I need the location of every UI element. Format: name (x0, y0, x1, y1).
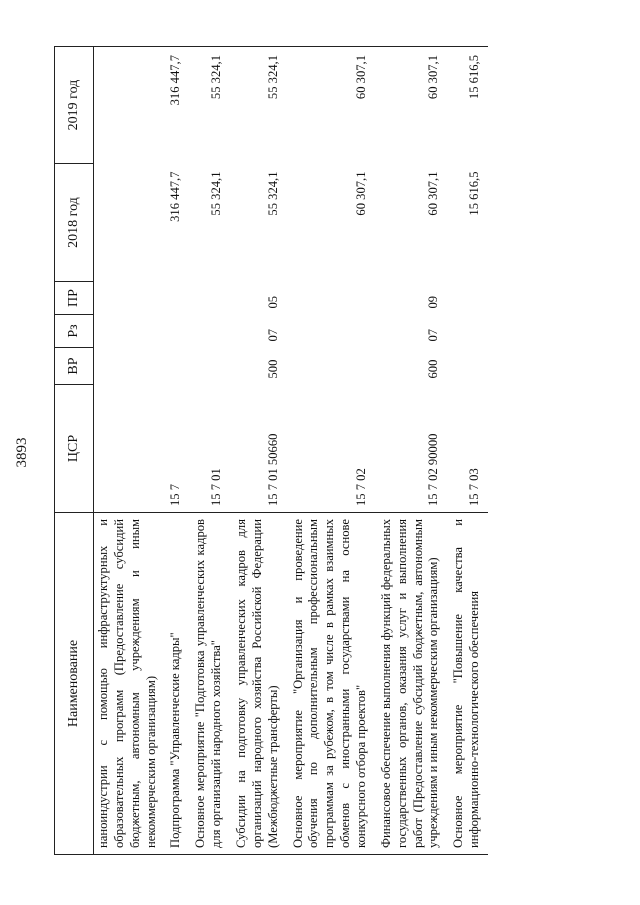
row-csr: 15 7 (168, 483, 183, 506)
row-vr (94, 348, 165, 385)
budget-table (54, 46, 488, 855)
page-number: 3893 (14, 437, 30, 468)
header-2019: 2019 год (55, 47, 94, 164)
row-2018: 55 324,1 (265, 171, 280, 216)
header-pr: ПР (55, 282, 94, 315)
row-vr: 500 (265, 359, 280, 379)
row-pr (164, 282, 189, 315)
table-row (287, 47, 375, 855)
table-row (164, 47, 189, 855)
row-name: Основное мероприятие "Повышение качества и информационно-технологического обеспечения (447, 513, 488, 855)
table-row (230, 47, 287, 855)
row-2019: 15 616,5 (447, 47, 488, 164)
header-csr: ЦСР (55, 385, 94, 513)
row-vr (189, 348, 230, 385)
row-2018: 316 447,7 (168, 171, 183, 222)
row-csr: 15 7 02 90000 (426, 433, 441, 506)
row-rz (164, 315, 189, 348)
row-2018 (94, 164, 165, 282)
row-2019: 55 324,1 (230, 47, 287, 164)
row-name: наноиндустрии с помощью инфраструктурных и образовательных программ (Предоставление субсидий бюджетным, автономным учреждениям и иным некоммерческим организациям) (94, 513, 165, 855)
table-row (94, 47, 165, 855)
row-pr (287, 282, 375, 315)
row-vr (447, 348, 488, 385)
row-2018: 60 307,1 (354, 171, 369, 216)
row-name: Подпрограмма "Управленческие кадры" (164, 513, 189, 855)
row-csr: 15 7 01 (209, 468, 224, 506)
row-rz (287, 315, 375, 348)
row-csr (94, 385, 165, 513)
row-pr: 09 (426, 295, 441, 309)
row-pr (447, 282, 488, 315)
table-row (189, 47, 230, 855)
row-name: Основное мероприятие "Подготовка управленческих кадров для организаций народного хозяйства" (189, 513, 230, 855)
table-row (447, 47, 488, 855)
header-2018: 2018 год (55, 164, 94, 282)
row-csr: 15 7 03 (467, 468, 482, 506)
row-2018: 60 307,1 (426, 171, 441, 216)
row-name: Основное мероприятие "Организация и проведение обучения по дополнительным профессиональным программам за рубежом, в том числе в рамках взаимных обменов с иностранными государствами на основе конкурсного отбора проектов" (287, 513, 375, 855)
table-row (375, 47, 447, 855)
row-rz (189, 315, 230, 348)
row-rz: 07 (426, 328, 441, 342)
row-2019 (94, 47, 165, 164)
header-rz: Рз (55, 315, 94, 348)
row-vr (287, 348, 375, 385)
row-2018: 55 324,1 (209, 171, 224, 216)
row-pr: 05 (265, 295, 280, 309)
row-rz (447, 315, 488, 348)
row-pr (189, 282, 230, 315)
row-name: Субсидии на подготовку управленческих кадров для организаций народного хозяйства Российской Федерации (Межбюджетные трансферты) (230, 513, 287, 855)
header-vr: ВР (55, 348, 94, 385)
row-csr: 15 7 01 50660 (265, 433, 280, 506)
row-2018: 15 616,5 (467, 171, 482, 216)
row-csr: 15 7 02 (354, 468, 369, 506)
row-2019: 60 307,1 (375, 47, 447, 164)
row-name: Финансовое обеспечение выполнения функций федеральных государственных органов, оказания услуг и выполнения работ (Предоставление субсидий бюджетным, автономным учреждениям и иным некоммерческим организациям) (375, 513, 447, 855)
row-vr (164, 348, 189, 385)
header-name: Наименование (55, 513, 94, 855)
row-2019: 60 307,1 (287, 47, 375, 164)
row-rz (94, 315, 165, 348)
row-2019: 55 324,1 (189, 47, 230, 164)
table-header-row (55, 47, 94, 855)
row-rz: 07 (265, 328, 280, 342)
row-2019: 316 447,7 (164, 47, 189, 164)
row-vr: 600 (426, 359, 441, 379)
row-pr (94, 282, 165, 315)
